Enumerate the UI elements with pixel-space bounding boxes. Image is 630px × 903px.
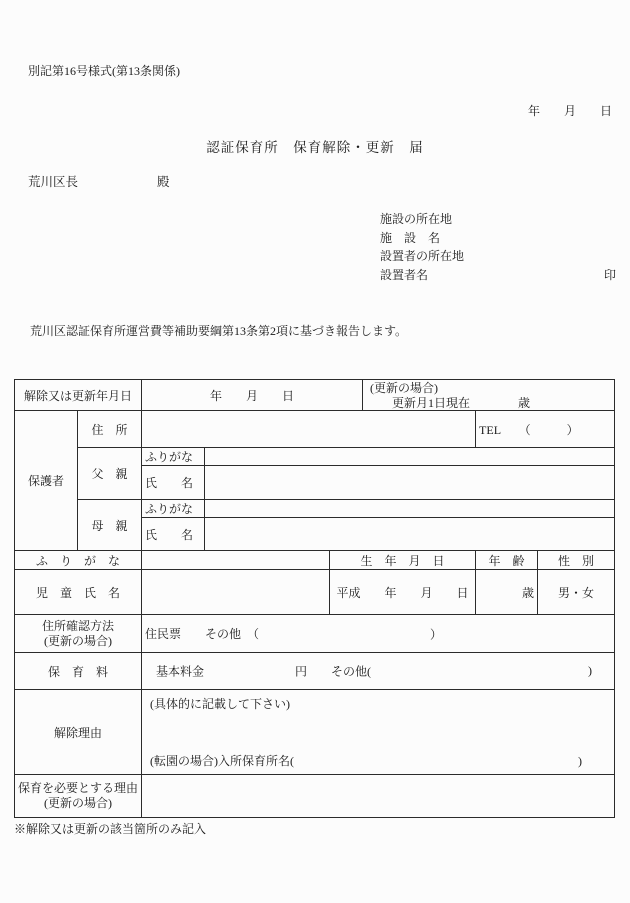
need-reason-label xyxy=(15,775,142,818)
address-check-label-line2: (更新の場合) xyxy=(44,633,112,648)
child-name-blank xyxy=(142,570,330,615)
child-name-label: 児 童 氏 名 xyxy=(15,570,142,615)
form-number: 別記第16号様式(第13条関係) xyxy=(28,64,180,78)
need-reason-label-line2: (更新の場合) xyxy=(44,796,112,810)
child-furigana-blank xyxy=(142,551,330,570)
footnote: ※解除又は更新の該当箇所のみ記入 xyxy=(14,822,207,836)
mother-label: 母 親 xyxy=(78,500,142,551)
age-value: 歳 xyxy=(476,570,538,615)
guardian-address-label: 住 所 xyxy=(78,411,142,448)
application-table xyxy=(14,379,615,818)
sex-value: 男・女 xyxy=(538,570,615,615)
cancel-date-label: 解除又は更新年月日 xyxy=(15,380,142,411)
fee-label: 保 育 料 xyxy=(15,653,142,690)
fee-content xyxy=(142,653,615,690)
father-label: 父 親 xyxy=(78,448,142,500)
address-check-options: 住民票 その他 （ xyxy=(145,627,260,641)
father-name-blank xyxy=(205,466,615,500)
facility-address-label: 施設の所在地 xyxy=(380,212,453,226)
cancel-reason-close-paren: ) xyxy=(578,754,583,768)
seal-mark: 印 xyxy=(604,268,617,282)
form-title: 認証保育所 保育解除・更新 届 xyxy=(206,140,424,155)
address-check-label-line1: 住所確認方法 xyxy=(42,618,115,633)
addressee-honorific: 殿 xyxy=(157,175,170,189)
cancel-reason-content xyxy=(142,690,615,775)
need-reason-blank xyxy=(142,775,615,818)
founder-address-label: 設置者の所在地 xyxy=(380,249,465,263)
birth-date-header: 生 年 月 日 xyxy=(330,551,476,570)
office-block xyxy=(380,210,617,284)
addressee-line xyxy=(28,172,170,190)
guardian-tel-label: TEL （ ） xyxy=(476,411,615,448)
mother-name-blank xyxy=(205,518,615,551)
child-furigana-label: ふ り が な xyxy=(15,551,142,570)
address-check-content xyxy=(142,615,615,653)
mother-furigana-label: ふりがな xyxy=(142,500,205,518)
age-header: 年 齢 xyxy=(476,551,538,570)
addressee-name: 荒川区長 xyxy=(28,175,79,189)
address-check-close-paren: ） xyxy=(430,627,443,641)
founder-name-label: 設置者名 xyxy=(380,267,429,282)
birth-date-value: 平成 年 月 日 xyxy=(330,570,476,615)
fee-base-label: 基本料金 xyxy=(156,664,205,679)
guardian-group-label: 保護者 xyxy=(15,411,78,551)
renewal-note-line1: (更新の場合) xyxy=(370,381,439,395)
date-line: 年 月 日 xyxy=(527,104,612,118)
fee-close-paren: ) xyxy=(588,663,593,678)
cancel-reason-transfer-note: (転園の場合)入所保育所名( xyxy=(150,754,295,768)
guardian-address-blank xyxy=(142,411,476,448)
need-reason-label-line1: 保育を必要とする理由 xyxy=(18,781,139,795)
cancel-reason-label: 解除理由 xyxy=(15,690,142,775)
father-furigana-label: ふりがな xyxy=(142,448,205,466)
father-name-label: 氏 名 xyxy=(142,466,205,500)
cancel-date-value: 年 月 日 xyxy=(142,380,363,411)
sex-header: 性 別 xyxy=(538,551,615,570)
mother-name-label: 氏 名 xyxy=(142,518,205,551)
address-check-label xyxy=(15,615,142,653)
cancel-date-renewal-cell xyxy=(363,380,615,411)
facility-name-label: 施 設 名 xyxy=(380,230,441,245)
cancel-reason-instruction: (具体的に記載して下さい) xyxy=(150,697,291,711)
renewal-note-line2: 更新月1日現在 歳 xyxy=(392,396,531,410)
father-furigana-blank xyxy=(205,448,615,466)
intro-sentence: 荒川区認証保育所運営費等補助要綱第13条第2項に基づき報告します。 xyxy=(30,324,408,338)
mother-furigana-blank xyxy=(205,500,615,518)
fee-unit-and-other: 円 その他( xyxy=(295,664,372,679)
